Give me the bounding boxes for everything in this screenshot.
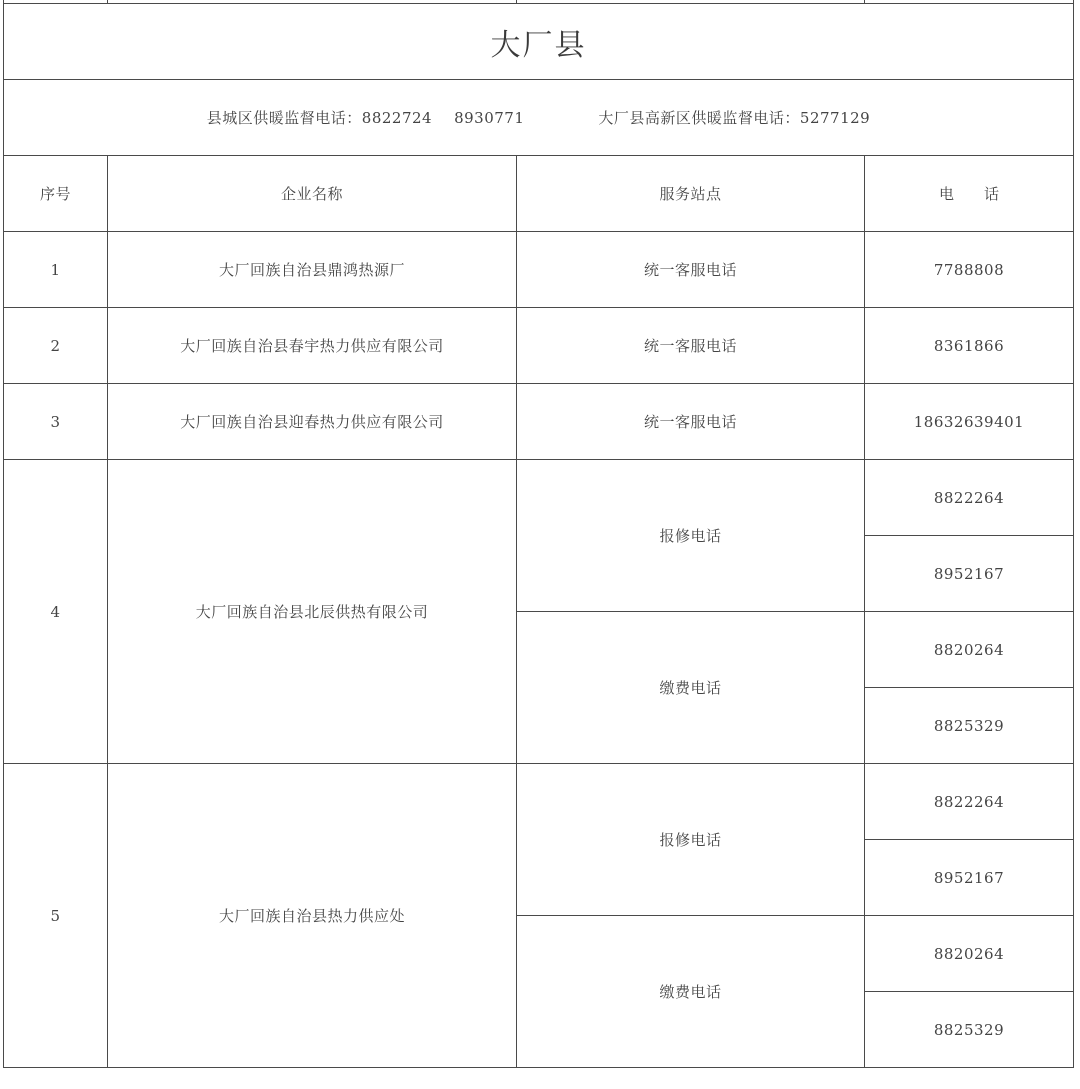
table-row (4, 460, 1074, 536)
header-index: 序号 (4, 156, 108, 232)
row-station: 统一客服电话 (517, 384, 865, 460)
row-index: 4 (4, 460, 108, 764)
county-supervision-phone-1: 8822724 (361, 109, 433, 127)
row-phone: 8952167 (865, 536, 1074, 612)
county-supervision-phone-2: 8930771 (454, 109, 525, 127)
row-index: 5 (4, 764, 108, 1068)
table-row (4, 384, 1074, 460)
header-phone-char-1: 电 (938, 185, 954, 203)
header-phone (865, 156, 1074, 232)
row-station: 缴费电话 (517, 612, 865, 764)
header-company: 企业名称 (108, 156, 517, 232)
row-station: 统一客服电话 (517, 232, 865, 308)
row-company: 大厂回族自治县热力供应处 (108, 764, 517, 1068)
row-station: 缴费电话 (517, 916, 865, 1068)
county-title-row (4, 4, 1074, 80)
table-header-row (4, 156, 1074, 232)
header-phone-char-2: 话 (984, 185, 1000, 203)
highzone-supervision-label: 大厂县高新区供暖监督电话： (598, 109, 800, 127)
row-company: 大厂回族自治县鼎鸿热源厂 (108, 232, 517, 308)
row-phone: 8822264 (865, 764, 1074, 840)
heating-contact-table (3, 0, 1074, 1068)
row-index: 1 (4, 232, 108, 308)
heating-contact-sheet (3, 0, 1075, 1089)
county-supervision-label: 县城区供暖监督电话： (206, 109, 362, 127)
row-station: 统一客服电话 (517, 308, 865, 384)
row-phone: 7788808 (865, 232, 1074, 308)
header-station: 服务站点 (517, 156, 865, 232)
supervision-phones (4, 80, 1074, 156)
row-phone: 8952167 (865, 840, 1074, 916)
highzone-supervision-phone: 5277129 (799, 109, 871, 127)
row-phone: 18632639401 (865, 384, 1074, 460)
row-phone: 8820264 (865, 612, 1074, 688)
table-row (4, 764, 1074, 840)
row-index: 2 (4, 308, 108, 384)
row-phone: 8825329 (865, 688, 1074, 764)
supervision-row (4, 80, 1074, 156)
table-row (4, 232, 1074, 308)
table-row (4, 308, 1074, 384)
row-station: 报修电话 (517, 460, 865, 612)
row-company: 大厂回族自治县春宇热力供应有限公司 (108, 308, 517, 384)
row-phone: 8825329 (865, 992, 1074, 1068)
county-title: 大厂县 (4, 4, 1074, 80)
row-station: 报修电话 (517, 764, 865, 916)
row-phone: 8820264 (865, 916, 1074, 992)
row-index: 3 (4, 384, 108, 460)
row-phone: 8361866 (865, 308, 1074, 384)
row-company: 大厂回族自治县北辰供热有限公司 (108, 460, 517, 764)
row-company: 大厂回族自治县迎春热力供应有限公司 (108, 384, 517, 460)
row-phone: 8822264 (865, 460, 1074, 536)
